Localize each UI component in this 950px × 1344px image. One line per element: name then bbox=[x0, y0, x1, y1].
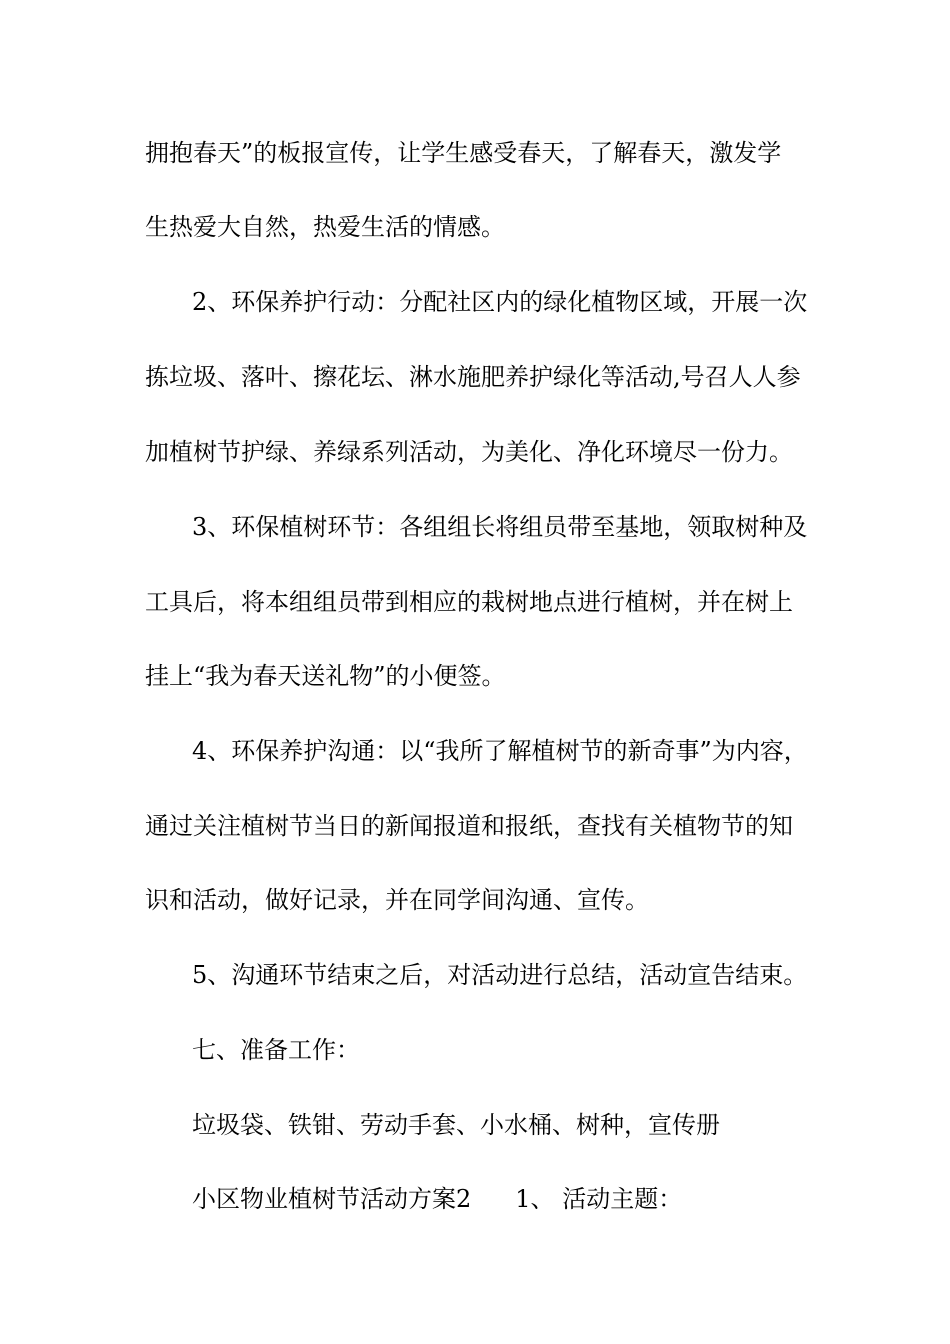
plan-title: 小区物业植树节活动方案2 bbox=[192, 1185, 472, 1213]
text-line-3: 2、环保养护行动：分配社区内的绿化植物区域，开展一次 bbox=[192, 288, 808, 316]
item-number: 1、 bbox=[515, 1185, 555, 1213]
text-line-11: 识和活动，做好记录，并在同学间沟通、宣传。 bbox=[145, 886, 649, 914]
text-line-7: 工具后，将本组组员带到相应的栽树地点进行植树，并在树上 bbox=[145, 588, 793, 616]
text-line-12: 5、沟通环节结束之后，对活动进行总结，活动宣告结束。 bbox=[192, 961, 808, 989]
section-heading-preparation: 七、准备工作： bbox=[192, 1036, 360, 1064]
activity-theme-heading: 活动主题： bbox=[562, 1185, 683, 1213]
plan-title-line bbox=[192, 1184, 682, 1214]
text-line-5: 加植树节护绿、养绿系列活动，为美化、净化环境尽一份力。 bbox=[145, 438, 793, 466]
text-line-9: 4、环保养护沟通：以“我所了解植树节的新奇事”为内容， bbox=[192, 737, 808, 765]
text-line-6: 3、环保植树环节：各组组长将组员带至基地，领取树种及 bbox=[192, 513, 808, 541]
text-line-2: 生热爱大自然，热爱生活的情感。 bbox=[145, 213, 505, 241]
text-line-8: 挂上“我为春天送礼物”的小便签。 bbox=[145, 662, 506, 690]
text-line-4: 拣垃圾、落叶、擦花坛、淋水施肥养护绿化等活动,号召人人参 bbox=[145, 363, 801, 391]
text-line-10: 通过关注植树节当日的新闻报道和报纸，查找有关植物节的知 bbox=[145, 812, 793, 840]
preparation-items: 垃圾袋、铁钳、劳动手套、小水桶、树种，宣传册 bbox=[192, 1111, 720, 1139]
text-line-1: 拥抱春天”的板报宣传，让学生感受春天，了解春天，激发学 bbox=[145, 139, 782, 167]
